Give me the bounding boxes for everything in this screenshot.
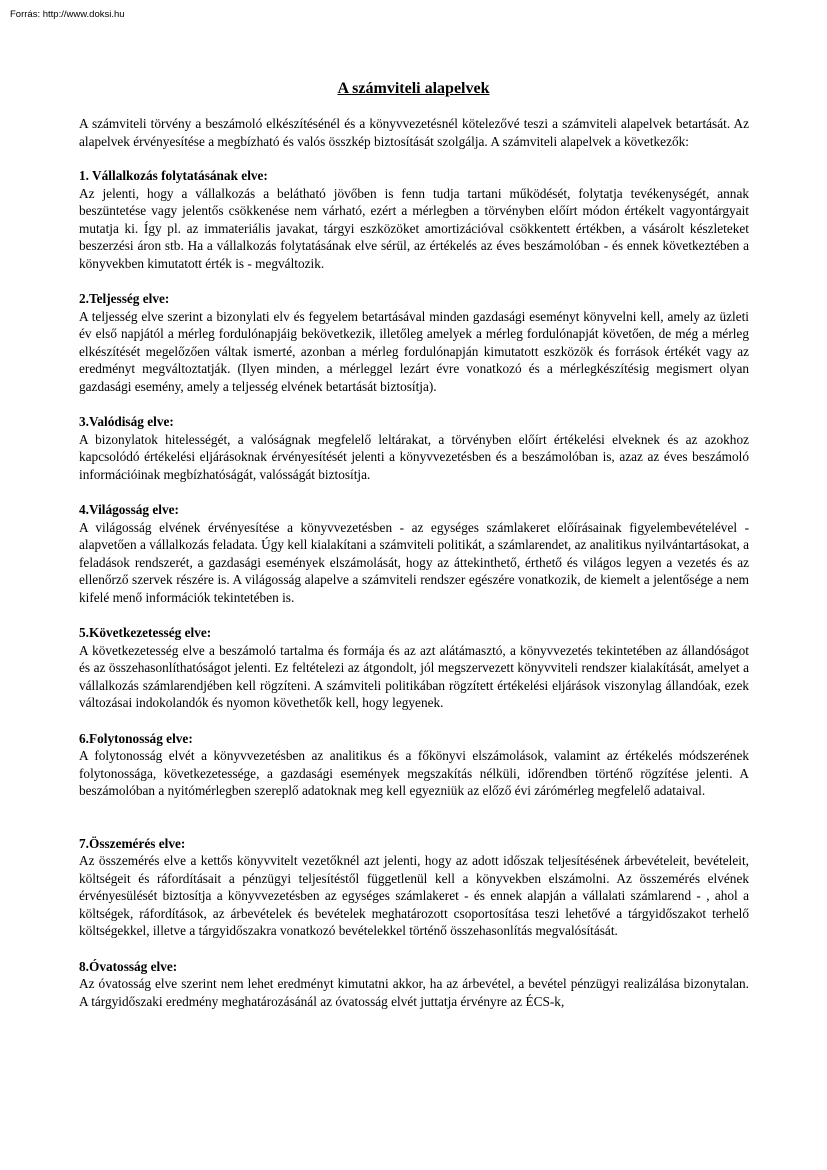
section-heading: 4.Világosság elve:	[79, 502, 179, 517]
section-text: Az jelenti, hogy a vállalkozás a belátható jövőben is fenn tudja tartani működését, folytatja tevékenységét, annak beszüntetése vagy jelentős csökkenése nem várható, ezért a mérlegben a törvényben előírt módon értékelt vagyontárgyait mutatja ki. Így pl. az immateriális javakat, tárgyi eszközöket amortizációval csökkentett értékben, a vásárolt készleteket beszerzési áron stb. Ha a vállalkozás folytatásának elve sérül, az értékelés az éves beszámolóban - és ennek következtében a könyvekben kimutatott érték is - megváltozik.	[79, 185, 749, 271]
section-text: Az összemérés elve a kettős könyvvitelt vezetőknél azt jelenti, hogy az adott időszak teljesítésének árbevételeit, bevételeit, költségeit és ráfordításait a pénzügyi teljesítéstől függetlenül kell a könyvekben elszámolni. Az összemérés elvének érvényesülését biztosítja a könyvvezetésben az egységes számlakeret - és ennek alapján a vállalati számlarend - , ahol a költségek, ráfordítások, az árbevételek és bevételek meghatározott csoportosítása teszi lehetővé a tárgyidőszakot terhelő költségekkel, illetve a tárgyidőszakra vonatkozó bevételekkel történő összehasonlítás megvalósítását.	[79, 853, 749, 938]
source-line: Forrás: http://www.doksi.hu	[10, 9, 125, 20]
section-text: Az óvatosság elve szerint nem lehet eredményt kimutatni akkor, ha az árbevétel, a bevétel pénzügyi realizálása bizonytalan. A tárgyidőszaki eredmény meghatározásánál az óvatosság elvét juttatja érvényre az ÉCS-k,	[79, 976, 749, 1009]
section-3	[79, 413, 749, 483]
section-heading: 2.Teljesség elve:	[79, 291, 170, 306]
section-heading: 5.Következetesség elve:	[79, 625, 212, 640]
page-title: A számviteli alapelvek	[337, 80, 490, 97]
section-8	[79, 958, 749, 1011]
section-text: A következetesség elve a beszámoló tartalma és formája és az azt alátámasztó, a könyvvezetés tekintetében az állandóságot és az összehasonlíthatóságot jelenti. Ez feltételezi az átgondolt, jól megszervezett könyvviteli rendszer kialakítását, amelyet a vállalkozás számlarendjében kell rögzíteni. A számviteli politikában rögzített értékelési eljárások viszonylag állandóak, ezek változásai indokolandók és nyomon követhetők kell, hogy legyenek.	[79, 642, 749, 710]
section-2	[79, 290, 749, 395]
section-heading: 1. Vállalkozás folytatásának elve:	[79, 168, 268, 183]
section-heading: 3.Valódiság elve:	[79, 414, 174, 429]
section-heading: 7.Összemérés elve:	[79, 835, 186, 851]
document-body	[79, 115, 749, 1010]
section-5	[79, 624, 749, 712]
section-text: A világosság elvének érvényesítése a könyvvezetésben - az egységes számlakeret előírásainak figyelembevételével - alapvetően a vállalkozás feladata. Úgy kell kialakítani a számviteli politikát, a számlarendet, az analitikus nyilvántartásokat, a feladások rendszerét, a gazdasági események elszámolását, hogy az áttekinthető, érthető és világos legyen a vezetés és az ellenőrző szervek részére is. A világosság alapelve a számviteli rendszer egészére vonatkozik, de kiemelt a jelentősége a nem kifelé menő információk tekintetében is.	[79, 519, 749, 605]
section-4	[79, 501, 749, 606]
intro-paragraph: A számviteli törvény a beszámoló elkészítésénél és a könyvvezetésnél kötelezővé teszi a számviteli alapelvek betartását. Az alapelvek érvényesítése a megbízható és valós összkép biztosítását szolgálja. A számviteli alapelvek a következők:	[79, 116, 749, 149]
section-text: A folytonosság elvét a könyvvezetésben az analitikus és a főkönyvi elszámolások, valamint az értékelés módszerének folytonossága, következetessége, a gazdasági események megszakítás nélküli, időrendben történő rögzítése jelenti. A beszámolóban a nyitómérlegben szereplő adatoknak meg kell egyezniük az előző évi zárómérleg megfelelő adataival.	[79, 748, 749, 798]
section-text: A teljesség elve szerint a bizonylati elv és fegyelem betartásával minden gazdasági eseményt könyvelni kell, amely az üzleti év első napjától a mérleg fordulónapjáig bekövetkezik, illetőleg amelyek a mérleg fordulónapját követően, de még a mérleg elkészítését megelőzően váltak ismerté, azonban a mérleg fordulónapján kimutatott eszközök és források értékét vagy az eredményt megváltoztatják. (Ilyen minden, a mérleggel lezárt évre vonatkozó és a mérlegkészítésig megismert olyan gazdasági esemény, amely a teljesség elvének betartását biztosítja).	[79, 308, 749, 394]
section-heading: 8.Óvatosság elve:	[79, 958, 178, 974]
section-heading: 6.Folytonosság elve:	[79, 730, 193, 746]
section-7	[79, 835, 749, 940]
section-1	[79, 167, 749, 272]
section-text: A bizonylatok hitelességét, a valóságnak megfelelő leltárakat, a törvényben előírt értékelési elveknek és az azokhoz kapcsolódó értékelési eljárásoknak érvényesítését jelenti a könyvvezetésben és a beszámolóban is, azaz az éves beszámoló információinak megbízhatóságát, valósságát biztosítja.	[79, 431, 749, 482]
section-6	[79, 730, 749, 800]
